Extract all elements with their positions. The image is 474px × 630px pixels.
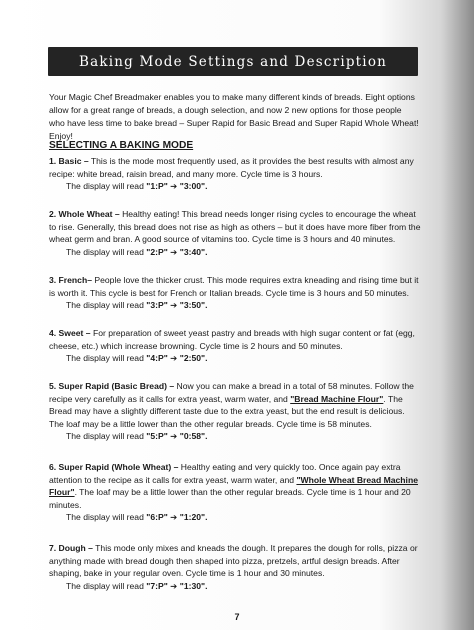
mode-description: Healthy eating and very quickly too. Once again pay extra attention to the recipe as it calls for extra yeast, warm water, and <box>49 462 401 485</box>
mode-display-line <box>49 430 421 443</box>
display-to: "3:50". <box>179 300 208 311</box>
display-to: "0:58". <box>179 431 208 442</box>
mode-display-line <box>49 180 421 193</box>
mode-display-line <box>49 299 421 312</box>
header-bar <box>48 47 418 76</box>
arrow-icon: ➔ <box>170 580 178 591</box>
arrow-icon: ➔ <box>170 353 178 364</box>
mode-description-cont: . The loaf may be a little lower than the other regular breads. Cycle time is 1 hour and 20 minutes. <box>49 487 411 510</box>
flour-type: "Whole Wheat Bread Machine Flour" <box>49 474 418 498</box>
mode-description: This is the mode most frequently used, as it provides the best results with almost any recipe: white bread, raisin bread, and many more. Cycle time is 3 hours. <box>49 156 414 179</box>
display-text: The display will read <box>66 580 144 591</box>
mode-item-basic <box>49 155 421 193</box>
arrow-icon: ➔ <box>170 246 178 257</box>
arrow-icon: ➔ <box>170 181 178 192</box>
mode-description: This mode only mixes and kneads the dough. It prepares the dough for rolls, pizza or anything made with bread dough then shaped into pizza, pretzels, artful design breads. After shaping, bake in your regular oven. Cycle time is 1 hour and 30 minutes. <box>49 543 418 579</box>
mode-label: 4. Sweet – <box>49 328 91 338</box>
mode-item-whole-wheat <box>49 208 421 258</box>
mode-label: 1. Basic – <box>49 156 89 166</box>
display-to: "3:00". <box>179 181 208 192</box>
display-text: The display will read <box>66 353 144 364</box>
mode-display-line <box>49 246 421 259</box>
mode-item-french <box>49 274 421 312</box>
arrow-icon: ➔ <box>170 431 178 442</box>
mode-display-line <box>49 511 421 524</box>
mode-item-super-rapid-whole-wheat <box>49 461 421 524</box>
mode-description: People love the thicker crust. This mode requires extra kneading and rising time but it is worth it. This cycle is best for French or Italian breads. Cycle time is 3 hours and 50 minutes. <box>49 275 419 298</box>
display-text: The display will read <box>66 300 144 311</box>
display-text: The display will read <box>66 431 144 442</box>
mode-display-line <box>49 352 421 365</box>
mode-description-cont: . The Bread may have a slightly different taste due to the extra yeast, but the end result is delicious. The loaf may be a little lower than the other regular breads. Cycle time is 58 minutes. <box>49 393 405 429</box>
arrow-icon: ➔ <box>170 300 178 311</box>
display-to: "3:40". <box>179 246 208 257</box>
mode-label: 2. Whole Wheat – <box>49 209 120 219</box>
mode-label: 7. Dough – <box>49 543 93 553</box>
mode-item-dough <box>49 542 421 592</box>
mode-item-sweet <box>49 327 421 365</box>
mode-description: For preparation of sweet yeast pastry and breads with high sugar content or fat (egg, cheese, etc.) which increase browning. Cycle time is 2 hours and 50 minutes. <box>49 328 415 351</box>
display-from: "4:P" <box>146 353 168 364</box>
mode-display-line <box>49 580 421 593</box>
page-title: Baking Mode Settings and Description <box>78 53 388 70</box>
display-from: "5:P" <box>146 431 168 442</box>
display-from: "1:P" <box>146 181 168 192</box>
section-heading: SELECTING A BAKING MODE <box>49 140 194 151</box>
arrow-icon: ➔ <box>170 512 178 523</box>
flour-type: "Bread Machine Flour" <box>290 393 384 404</box>
intro-paragraph: Your Magic Chef Breadmaker enables you to make many different kinds of breads. Eight options allow for a great range of breads, a dough selection, and now 2 new options for those people who have less time to bake bread – Super Rapid for Basic Bread and Super Rapid Whole Wheat! Enjoy! <box>49 92 419 141</box>
display-from: "7:P" <box>146 580 168 591</box>
display-to: "2:50". <box>179 353 208 364</box>
display-from: "3:P" <box>146 300 168 311</box>
display-from: "2:P" <box>146 246 168 257</box>
mode-label: 3. French– <box>49 275 92 285</box>
display-from: "6:P" <box>146 512 168 523</box>
display-to: "1:30". <box>179 580 208 591</box>
page-number: 7 <box>234 612 240 622</box>
mode-description: Healthy eating! This bread needs longer rising cycles to encourage the wheat to rise. Generally, this bread does not rise as high as others – but it does have more fiber from the wheat germ and bran. A good source of vitamins too. Cycle time is 3 hours and 40 minutes. <box>49 209 421 245</box>
mode-description: Now you can make a bread in a total of 58 minutes. Follow the recipe very carefully as it calls for extra yeast, warm water, and <box>49 381 414 404</box>
mode-item-super-rapid-basic <box>49 380 421 443</box>
mode-label: 6. Super Rapid (Whole Wheat) – <box>49 462 179 472</box>
mode-label: 5. Super Rapid (Basic Bread) – <box>49 381 175 391</box>
display-text: The display will read <box>66 246 144 257</box>
display-text: The display will read <box>66 181 144 192</box>
display-to: "1:20". <box>179 512 208 523</box>
display-text: The display will read <box>66 512 144 523</box>
